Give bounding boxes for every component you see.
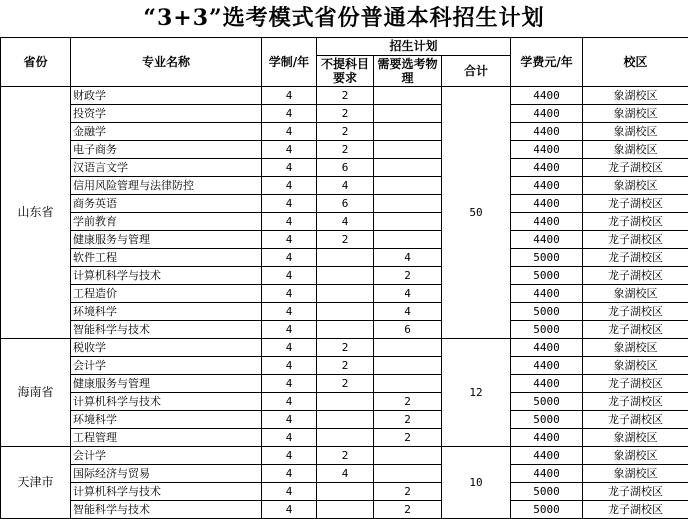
header-fee: 学费元/年 xyxy=(511,38,583,87)
no-requirement-cell: 6 xyxy=(317,195,374,213)
physics-cell xyxy=(374,123,442,141)
fee-cell: 5000 xyxy=(511,321,583,339)
no-requirement-cell: 2 xyxy=(317,123,374,141)
years-cell: 4 xyxy=(262,123,317,141)
years-cell: 4 xyxy=(262,195,317,213)
table-row xyxy=(1,87,688,105)
table-body xyxy=(1,87,688,519)
enrollment-plan-table xyxy=(0,37,688,519)
physics-cell xyxy=(374,339,442,357)
no-requirement-cell: 4 xyxy=(317,465,374,483)
physics-cell xyxy=(374,195,442,213)
fee-cell: 4400 xyxy=(511,87,583,105)
table-row xyxy=(1,213,688,231)
campus-cell: 龙子湖校区 xyxy=(583,267,688,285)
physics-cell xyxy=(374,213,442,231)
years-cell: 4 xyxy=(262,303,317,321)
no-requirement-cell: 2 xyxy=(317,141,374,159)
major-name-cell: 电子商务 xyxy=(71,141,262,159)
years-cell: 4 xyxy=(262,105,317,123)
table-row xyxy=(1,303,688,321)
table-row xyxy=(1,177,688,195)
years-cell: 4 xyxy=(262,483,317,501)
header-province: 省份 xyxy=(1,38,71,87)
total-cell: 10 xyxy=(442,447,511,519)
province-cell: 山东省 xyxy=(1,87,71,339)
campus-cell: 象湖校区 xyxy=(583,141,688,159)
campus-cell: 龙子湖校区 xyxy=(583,303,688,321)
no-requirement-cell: 2 xyxy=(317,447,374,465)
header-years: 学制/年 xyxy=(262,38,317,87)
no-requirement-cell: 2 xyxy=(317,105,374,123)
campus-cell: 象湖校区 xyxy=(583,447,688,465)
years-cell: 4 xyxy=(262,429,317,447)
fee-cell: 4400 xyxy=(511,285,583,303)
physics-cell xyxy=(374,105,442,123)
table-row xyxy=(1,231,688,249)
fee-cell: 5000 xyxy=(511,303,583,321)
major-name-cell: 投资学 xyxy=(71,105,262,123)
table-row xyxy=(1,159,688,177)
years-cell: 4 xyxy=(262,321,317,339)
fee-cell: 5000 xyxy=(511,411,583,429)
campus-cell: 龙子湖校区 xyxy=(583,393,688,411)
campus-cell: 象湖校区 xyxy=(583,105,688,123)
major-name-cell: 计算机科学与技术 xyxy=(71,393,262,411)
no-requirement-cell xyxy=(317,285,374,303)
no-requirement-cell xyxy=(317,429,374,447)
total-cell: 12 xyxy=(442,339,511,447)
header-physics: 需要选考物理 xyxy=(374,56,442,87)
page-title: “3+3”选考模式省份普通本科招生计划 xyxy=(143,5,545,31)
campus-cell: 象湖校区 xyxy=(583,87,688,105)
physics-cell xyxy=(374,141,442,159)
fee-cell: 4400 xyxy=(511,357,583,375)
physics-cell xyxy=(374,447,442,465)
fee-cell: 4400 xyxy=(511,159,583,177)
years-cell: 4 xyxy=(262,87,317,105)
no-requirement-cell xyxy=(317,501,374,519)
no-requirement-cell: 2 xyxy=(317,231,374,249)
header-total: 合计 xyxy=(442,56,511,87)
header-plan: 招生计划 xyxy=(317,38,511,56)
table-row xyxy=(1,105,688,123)
physics-cell: 2 xyxy=(374,501,442,519)
campus-cell: 龙子湖校区 xyxy=(583,375,688,393)
no-requirement-cell: 4 xyxy=(317,213,374,231)
fee-cell: 4400 xyxy=(511,429,583,447)
physics-cell: 2 xyxy=(374,267,442,285)
campus-cell: 龙子湖校区 xyxy=(583,159,688,177)
no-requirement-cell xyxy=(317,321,374,339)
campus-cell: 龙子湖校区 xyxy=(583,321,688,339)
physics-cell xyxy=(374,375,442,393)
physics-cell xyxy=(374,357,442,375)
fee-cell: 4400 xyxy=(511,177,583,195)
years-cell: 4 xyxy=(262,213,317,231)
fee-cell: 4400 xyxy=(511,123,583,141)
fee-cell: 4400 xyxy=(511,195,583,213)
campus-cell: 龙子湖校区 xyxy=(583,231,688,249)
table-row xyxy=(1,123,688,141)
campus-cell: 象湖校区 xyxy=(583,123,688,141)
no-requirement-cell xyxy=(317,303,374,321)
years-cell: 4 xyxy=(262,249,317,267)
fee-cell: 4400 xyxy=(511,375,583,393)
table-row xyxy=(1,285,688,303)
major-name-cell: 工程管理 xyxy=(71,429,262,447)
years-cell: 4 xyxy=(262,285,317,303)
table-row xyxy=(1,447,688,465)
province-cell: 海南省 xyxy=(1,339,71,447)
no-requirement-cell: 2 xyxy=(317,339,374,357)
campus-cell: 象湖校区 xyxy=(583,357,688,375)
major-name-cell: 智能科学与技术 xyxy=(71,321,262,339)
no-requirement-cell: 2 xyxy=(317,375,374,393)
campus-cell: 龙子湖校区 xyxy=(583,483,688,501)
fee-cell: 5000 xyxy=(511,393,583,411)
major-name-cell: 计算机科学与技术 xyxy=(71,267,262,285)
no-requirement-cell xyxy=(317,249,374,267)
years-cell: 4 xyxy=(262,141,317,159)
years-cell: 4 xyxy=(262,375,317,393)
header-campus: 校区 xyxy=(583,38,688,87)
physics-cell xyxy=(374,87,442,105)
campus-cell: 象湖校区 xyxy=(583,429,688,447)
major-name-cell: 健康服务与管理 xyxy=(71,231,262,249)
fee-cell: 5000 xyxy=(511,501,583,519)
table-row xyxy=(1,393,688,411)
years-cell: 4 xyxy=(262,411,317,429)
major-name-cell: 环境科学 xyxy=(71,303,262,321)
years-cell: 4 xyxy=(262,357,317,375)
physics-cell: 6 xyxy=(374,321,442,339)
major-name-cell: 健康服务与管理 xyxy=(71,375,262,393)
major-name-cell: 汉语言文学 xyxy=(71,159,262,177)
table-row xyxy=(1,411,688,429)
major-name-cell: 计算机科学与技术 xyxy=(71,483,262,501)
table-row xyxy=(1,195,688,213)
table-row xyxy=(1,375,688,393)
major-name-cell: 学前教育 xyxy=(71,213,262,231)
major-name-cell: 商务英语 xyxy=(71,195,262,213)
total-cell: 50 xyxy=(442,87,511,339)
major-name-cell: 会计学 xyxy=(71,447,262,465)
physics-cell xyxy=(374,465,442,483)
physics-cell: 4 xyxy=(374,303,442,321)
campus-cell: 象湖校区 xyxy=(583,465,688,483)
years-cell: 4 xyxy=(262,465,317,483)
table-row xyxy=(1,249,688,267)
fee-cell: 4400 xyxy=(511,213,583,231)
campus-cell: 龙子湖校区 xyxy=(583,501,688,519)
years-cell: 4 xyxy=(262,177,317,195)
years-cell: 4 xyxy=(262,393,317,411)
years-cell: 4 xyxy=(262,267,317,285)
no-requirement-cell xyxy=(317,483,374,501)
fee-cell: 4400 xyxy=(511,141,583,159)
years-cell: 4 xyxy=(262,501,317,519)
fee-cell: 4400 xyxy=(511,105,583,123)
no-requirement-cell: 6 xyxy=(317,159,374,177)
campus-cell: 象湖校区 xyxy=(583,177,688,195)
table-row xyxy=(1,321,688,339)
physics-cell: 4 xyxy=(374,285,442,303)
major-name-cell: 工程造价 xyxy=(71,285,262,303)
fee-cell: 4400 xyxy=(511,339,583,357)
physics-cell: 2 xyxy=(374,483,442,501)
table-row xyxy=(1,483,688,501)
major-name-cell: 税收学 xyxy=(71,339,262,357)
major-name-cell: 环境科学 xyxy=(71,411,262,429)
major-name-cell: 国际经济与贸易 xyxy=(71,465,262,483)
fee-cell: 5000 xyxy=(511,267,583,285)
years-cell: 4 xyxy=(262,447,317,465)
major-name-cell: 软件工程 xyxy=(71,249,262,267)
fee-cell: 4400 xyxy=(511,447,583,465)
header-no-requirement: 不提科目要求 xyxy=(317,56,374,87)
campus-cell: 龙子湖校区 xyxy=(583,411,688,429)
years-cell: 4 xyxy=(262,159,317,177)
campus-cell: 龙子湖校区 xyxy=(583,195,688,213)
no-requirement-cell: 2 xyxy=(317,87,374,105)
campus-cell: 象湖校区 xyxy=(583,339,688,357)
major-name-cell: 信用风险管理与法律防控 xyxy=(71,177,262,195)
table-row xyxy=(1,429,688,447)
table-row xyxy=(1,357,688,375)
major-name-cell: 财政学 xyxy=(71,87,262,105)
physics-cell xyxy=(374,177,442,195)
table-row xyxy=(1,339,688,357)
physics-cell: 2 xyxy=(374,411,442,429)
physics-cell xyxy=(374,159,442,177)
no-requirement-cell xyxy=(317,411,374,429)
physics-cell xyxy=(374,231,442,249)
table-row xyxy=(1,465,688,483)
years-cell: 4 xyxy=(262,339,317,357)
physics-cell: 2 xyxy=(374,429,442,447)
no-requirement-cell: 2 xyxy=(317,357,374,375)
major-name-cell: 智能科学与技术 xyxy=(71,501,262,519)
physics-cell: 4 xyxy=(374,249,442,267)
campus-cell: 象湖校区 xyxy=(583,285,688,303)
fee-cell: 4400 xyxy=(511,465,583,483)
fee-cell: 5000 xyxy=(511,249,583,267)
no-requirement-cell xyxy=(317,267,374,285)
fee-cell: 5000 xyxy=(511,483,583,501)
major-name-cell: 会计学 xyxy=(71,357,262,375)
table-row xyxy=(1,501,688,519)
campus-cell: 龙子湖校区 xyxy=(583,213,688,231)
table-row xyxy=(1,141,688,159)
fee-cell: 4400 xyxy=(511,231,583,249)
years-cell: 4 xyxy=(262,231,317,249)
table-row xyxy=(1,267,688,285)
province-cell: 天津市 xyxy=(1,447,71,519)
physics-cell: 2 xyxy=(374,393,442,411)
no-requirement-cell xyxy=(317,393,374,411)
header-major: 专业名称 xyxy=(71,38,262,87)
no-requirement-cell: 4 xyxy=(317,177,374,195)
campus-cell: 龙子湖校区 xyxy=(583,249,688,267)
major-name-cell: 金融学 xyxy=(71,123,262,141)
